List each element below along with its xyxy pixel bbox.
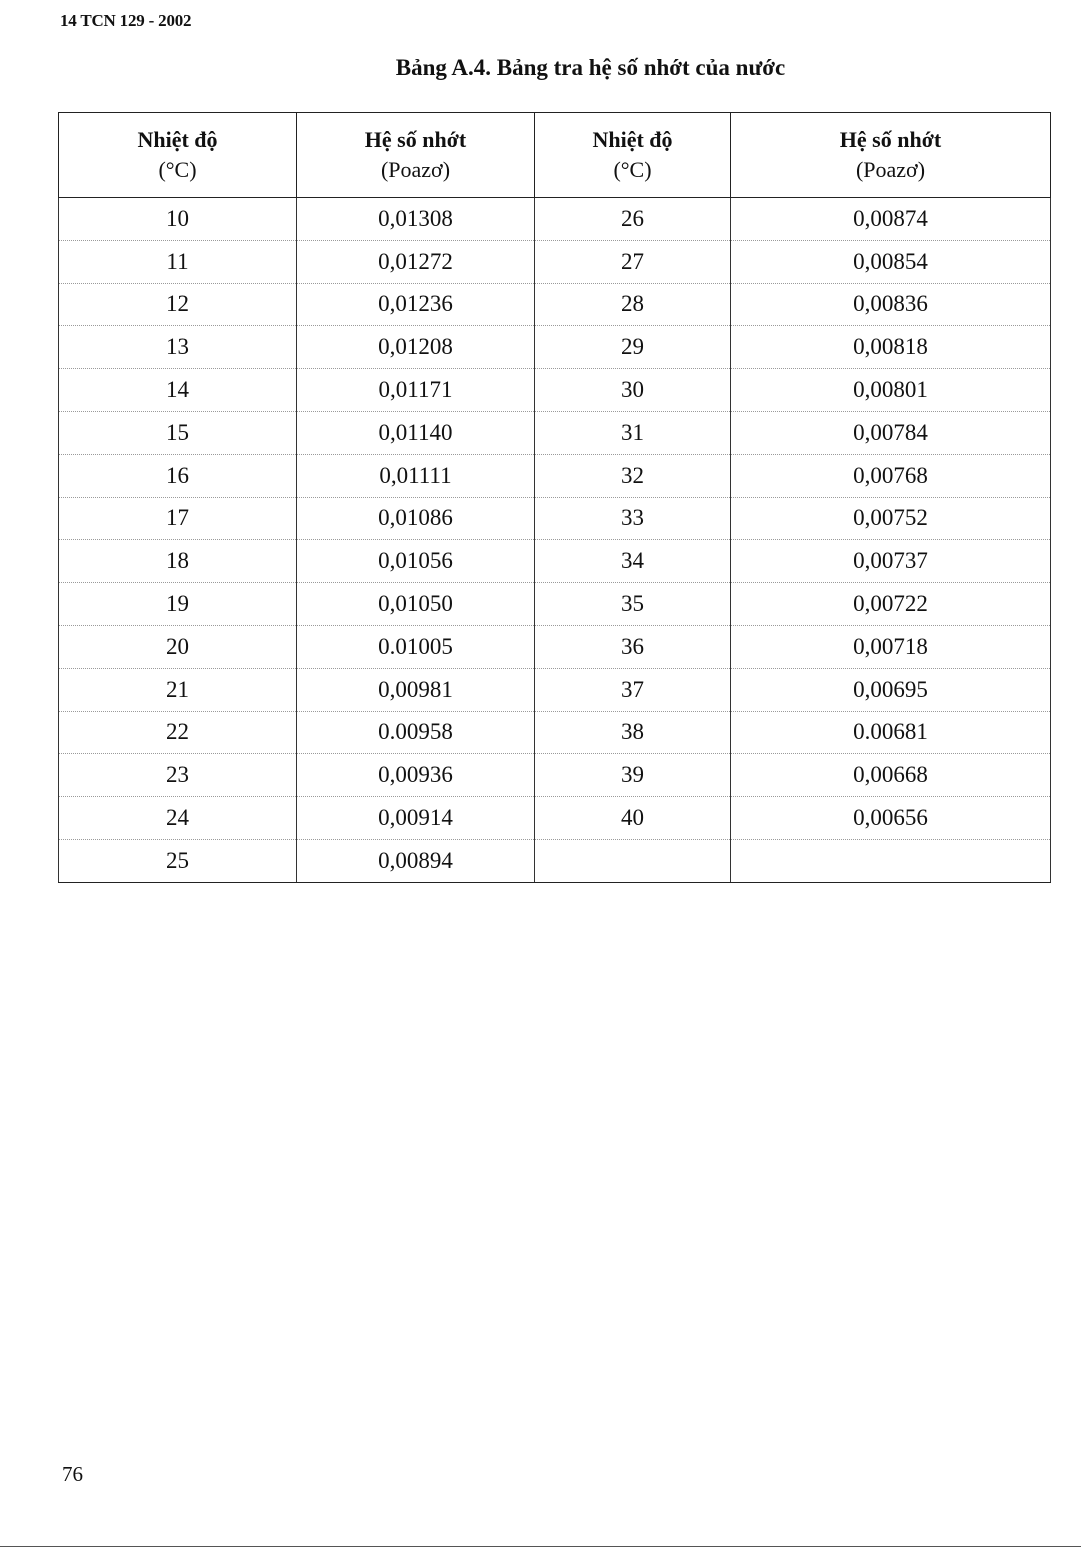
viscosity-cell: 0,00752 — [731, 497, 1051, 540]
temperature-cell: 10 — [59, 198, 297, 241]
header-unit: (Poazơ) — [855, 157, 926, 182]
viscosity-cell: 0,00981 — [297, 668, 535, 711]
viscosity-cell: 0,01308 — [297, 198, 535, 241]
viscosity-cell: 0,00894 — [297, 839, 535, 882]
table-row — [59, 754, 1051, 797]
viscosity-cell: 0,00695 — [731, 668, 1051, 711]
temperature-cell: 40 — [535, 797, 731, 840]
table-title: Bảng A.4. Bảng tra hệ số nhớt của nước — [395, 55, 786, 80]
temperature-cell: 16 — [59, 454, 297, 497]
temperature-cell: 29 — [535, 326, 731, 369]
temperature-cell: 36 — [535, 625, 731, 668]
temperature-cell: 25 — [59, 839, 297, 882]
viscosity-cell: 0,00718 — [731, 625, 1051, 668]
viscosity-cell: 0.00681 — [731, 711, 1051, 754]
viscosity-cell — [731, 839, 1051, 882]
viscosity-cell: 0,01111 — [297, 454, 535, 497]
temperature-cell: 26 — [535, 198, 731, 241]
temperature-cell: 22 — [59, 711, 297, 754]
header-unit: (°C) — [158, 157, 197, 182]
table-row — [59, 625, 1051, 668]
viscosity-cell: 0,00737 — [731, 540, 1051, 583]
temperature-cell: 30 — [535, 369, 731, 412]
table-row — [59, 797, 1051, 840]
viscosity-cell: 0,01050 — [297, 583, 535, 626]
header-unit: (Poazơ) — [380, 157, 451, 182]
viscosity-cell: 0,01140 — [297, 411, 535, 454]
header-temperature-2 — [535, 113, 731, 198]
viscosity-cell: 0,00784 — [731, 411, 1051, 454]
temperature-cell: 19 — [59, 583, 297, 626]
viscosity-cell: 0,00836 — [731, 283, 1051, 326]
table-row — [59, 240, 1051, 283]
temperature-cell: 32 — [535, 454, 731, 497]
viscosity-cell: 0,01208 — [297, 326, 535, 369]
temperature-cell: 39 — [535, 754, 731, 797]
temperature-cell: 11 — [59, 240, 297, 283]
table-row — [59, 711, 1051, 754]
temperature-cell: 37 — [535, 668, 731, 711]
viscosity-cell: 0.00958 — [297, 711, 535, 754]
temperature-cell: 14 — [59, 369, 297, 412]
temperature-cell: 28 — [535, 283, 731, 326]
header-label: Nhiệt độ — [137, 127, 218, 152]
viscosity-table — [58, 112, 1051, 883]
viscosity-cell: 0,00722 — [731, 583, 1051, 626]
temperature-cell: 12 — [59, 283, 297, 326]
table-row — [59, 411, 1051, 454]
table-header-row — [59, 113, 1051, 198]
document-code: 14 TCN 129 - 2002 — [60, 11, 192, 30]
temperature-cell: 34 — [535, 540, 731, 583]
header-temperature-1 — [59, 113, 297, 198]
table-row — [59, 326, 1051, 369]
table-row — [59, 283, 1051, 326]
temperature-cell: 24 — [59, 797, 297, 840]
table-row — [59, 668, 1051, 711]
temperature-cell: 17 — [59, 497, 297, 540]
viscosity-cell: 0,00801 — [731, 369, 1051, 412]
temperature-cell: 38 — [535, 711, 731, 754]
bottom-rule — [0, 1546, 1081, 1547]
viscosity-cell: 0,01086 — [297, 497, 535, 540]
table-row — [59, 497, 1051, 540]
viscosity-cell: 0,01272 — [297, 240, 535, 283]
page-number: 76 — [62, 1462, 83, 1486]
temperature-cell: 21 — [59, 668, 297, 711]
temperature-cell: 20 — [59, 625, 297, 668]
header-viscosity-1 — [297, 113, 535, 198]
header-label: Nhiệt độ — [592, 127, 673, 152]
temperature-cell: 35 — [535, 583, 731, 626]
viscosity-cell: 0,00656 — [731, 797, 1051, 840]
header-unit: (°C) — [613, 157, 652, 182]
temperature-cell: 18 — [59, 540, 297, 583]
table-row — [59, 454, 1051, 497]
viscosity-cell: 0,00854 — [731, 240, 1051, 283]
temperature-cell: 23 — [59, 754, 297, 797]
viscosity-cell: 0,00768 — [731, 454, 1051, 497]
viscosity-cell: 0,00874 — [731, 198, 1051, 241]
table-body — [59, 198, 1051, 883]
table-row — [59, 198, 1051, 241]
temperature-cell: 31 — [535, 411, 731, 454]
temperature-cell — [535, 839, 731, 882]
viscosity-cell: 0,00818 — [731, 326, 1051, 369]
viscosity-cell: 0,01056 — [297, 540, 535, 583]
viscosity-cell: 0,01236 — [297, 283, 535, 326]
table-row — [59, 583, 1051, 626]
table-row — [59, 540, 1051, 583]
temperature-cell: 15 — [59, 411, 297, 454]
temperature-cell: 13 — [59, 326, 297, 369]
viscosity-cell: 0,00936 — [297, 754, 535, 797]
table-row — [59, 369, 1051, 412]
viscosity-cell: 0,00668 — [731, 754, 1051, 797]
viscosity-cell: 0,00914 — [297, 797, 535, 840]
table-row — [59, 839, 1051, 882]
temperature-cell: 27 — [535, 240, 731, 283]
header-viscosity-2 — [731, 113, 1051, 198]
header-label: Hệ số nhớt — [839, 127, 942, 152]
viscosity-cell: 0,01171 — [297, 369, 535, 412]
viscosity-cell: 0.01005 — [297, 625, 535, 668]
header-label: Hệ số nhớt — [364, 127, 467, 152]
temperature-cell: 33 — [535, 497, 731, 540]
